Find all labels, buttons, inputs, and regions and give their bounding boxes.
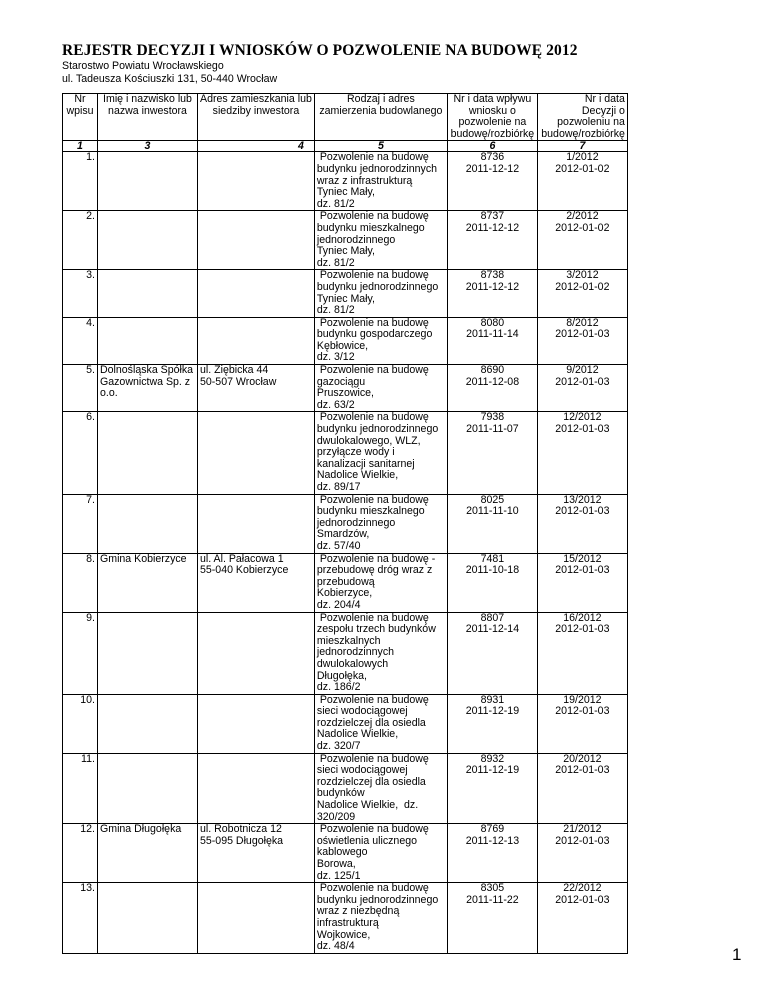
investor-address-cell bbox=[198, 883, 315, 954]
application-number: 8080 bbox=[480, 317, 505, 329]
project-line: kablowego bbox=[316, 846, 368, 859]
entry-number: 6. bbox=[86, 411, 95, 424]
register-body bbox=[63, 152, 628, 953]
project-cell bbox=[314, 412, 447, 494]
entry-number: 7. bbox=[86, 494, 95, 506]
entry-number-cell bbox=[63, 753, 98, 824]
investor-address-cell bbox=[198, 270, 315, 317]
header-address-line: siedziby inwestora bbox=[212, 104, 300, 117]
investor-address-cell bbox=[198, 494, 315, 553]
application-number: 8736 bbox=[480, 151, 505, 164]
project-line: budynku gospodarczego bbox=[316, 328, 433, 341]
project-line: przebudowę dróg wraz z bbox=[316, 564, 433, 577]
decision-number: 16/2012 bbox=[563, 612, 602, 624]
table-row bbox=[63, 883, 628, 954]
investor-cell bbox=[98, 211, 198, 270]
header-decision-line: pozwoleniu na bbox=[557, 116, 625, 129]
entry-number: 13. bbox=[80, 882, 95, 895]
project-line: Pruszowice, bbox=[316, 387, 374, 400]
project-line: Nadolice Wielkie, bbox=[316, 469, 399, 482]
project-line: Tyniec Mały, bbox=[316, 245, 375, 258]
decision-number: 15/2012 bbox=[563, 553, 602, 565]
entry-number-cell bbox=[63, 365, 98, 412]
header-address-line: Adres zamieszkania lub bbox=[200, 93, 312, 105]
investor-cell bbox=[98, 152, 198, 211]
decision-cell bbox=[537, 883, 627, 954]
project-line: oświetlenia ulicznego bbox=[316, 834, 418, 847]
application-date: 2011-12-14 bbox=[465, 623, 520, 636]
decision-cell bbox=[537, 694, 627, 753]
application-number: 8931 bbox=[480, 694, 505, 706]
decision-number: 20/2012 bbox=[563, 753, 602, 765]
project-line: jednorodzinnych bbox=[316, 646, 395, 659]
project-cell bbox=[314, 694, 447, 753]
entry-number: 1. bbox=[86, 151, 95, 164]
investor-address-cell bbox=[198, 553, 315, 612]
application-date: 2011-11-14 bbox=[466, 328, 519, 341]
application-date: 2011-12-12 bbox=[465, 162, 520, 175]
decision-number: 2/2012 bbox=[566, 210, 599, 223]
decision-number: 9/2012 bbox=[566, 364, 599, 377]
project-line: Wojkowice, bbox=[316, 928, 371, 941]
project-line: dz. 320/7 bbox=[316, 740, 361, 753]
project-line: dz. 3/12 bbox=[316, 351, 355, 364]
header-investor bbox=[98, 94, 198, 141]
investor-cell bbox=[98, 612, 198, 694]
project-cell bbox=[314, 365, 447, 412]
project-line: budynku mieszkalnego bbox=[316, 505, 425, 518]
project-line: dz. 89/17 bbox=[316, 481, 361, 493]
column-number-row bbox=[63, 141, 628, 152]
header-row bbox=[63, 94, 628, 141]
investor-cell bbox=[98, 365, 198, 412]
application-cell bbox=[447, 612, 537, 694]
decision-cell bbox=[537, 612, 627, 694]
project-line: dz. 57/40 bbox=[316, 539, 361, 552]
entry-number-cell bbox=[63, 694, 98, 753]
application-date: 2011-12-13 bbox=[465, 834, 520, 847]
investor-cell bbox=[98, 824, 198, 883]
investor-address-cell bbox=[198, 211, 315, 270]
application-date: 2011-12-12 bbox=[465, 221, 520, 234]
office-address: ul. Tadeusza Kościuszki 131, 50-440 Wrocław bbox=[62, 72, 278, 85]
project-line: sieci wodociągowej bbox=[316, 705, 408, 718]
project-line: Pozwolenie na budowę bbox=[316, 753, 429, 765]
investor-line: Gmina Długołęka bbox=[100, 823, 182, 836]
application-date: 2011-12-12 bbox=[465, 280, 520, 293]
header-nr-line: Nr bbox=[74, 93, 86, 105]
investor-address-cell bbox=[198, 152, 315, 211]
project-line: dz. 204/4 bbox=[316, 598, 361, 611]
investor-cell bbox=[98, 753, 198, 824]
project-line: rozdzielczej dla osiedla bbox=[316, 775, 426, 788]
project-line: Kobierzyce, bbox=[316, 587, 373, 600]
header-decision-line: Decyzji o bbox=[581, 104, 625, 117]
entry-number-cell bbox=[63, 824, 98, 883]
project-line: dz. 125/1 bbox=[316, 869, 361, 882]
project-line: Pozwolenie na budowę bbox=[316, 269, 429, 282]
project-line: dz. 63/2 bbox=[316, 398, 355, 411]
header-investor-line: Imię i nazwisko lub bbox=[103, 93, 192, 105]
decision-date: 2012-01-03 bbox=[555, 564, 610, 577]
address-line: ul. Ziębicka 44 bbox=[200, 364, 269, 377]
decision-date: 2012-01-03 bbox=[555, 328, 610, 341]
project-line: dz. 81/2 bbox=[316, 197, 355, 210]
project-cell bbox=[314, 211, 447, 270]
decision-date: 2012-01-02 bbox=[555, 162, 610, 175]
header-project bbox=[314, 94, 447, 141]
project-cell bbox=[314, 612, 447, 694]
header-project-line: zamierzenia budowlanego bbox=[319, 104, 443, 117]
project-line: Tyniec Mały, bbox=[316, 292, 375, 305]
project-line: Pozwolenie na budowę bbox=[316, 151, 429, 164]
investor-line: Gmina Kobierzyce bbox=[100, 553, 187, 565]
application-number: 8932 bbox=[480, 753, 505, 765]
investor-cell bbox=[98, 694, 198, 753]
project-line: Pozwolenie na budowę bbox=[316, 882, 429, 895]
application-date: 2011-12-19 bbox=[465, 705, 520, 718]
entry-number: 10. bbox=[80, 694, 95, 706]
entry-number: 12. bbox=[80, 823, 95, 836]
project-line: budynku jednorodzinnego bbox=[316, 423, 439, 436]
application-date: 2011-11-22 bbox=[466, 893, 519, 906]
project-line: Smardzów, bbox=[316, 528, 370, 541]
header-decision bbox=[537, 94, 627, 141]
document-header bbox=[62, 42, 742, 85]
decision-date: 2012-01-03 bbox=[555, 705, 610, 718]
decision-date: 2012-01-03 bbox=[555, 375, 610, 388]
column-number: 3 bbox=[98, 141, 198, 152]
project-line: Pozwolenie na budowę bbox=[316, 612, 429, 624]
project-line: Pozwolenie na budowę bbox=[316, 823, 429, 836]
document-title: REJESTR DECYZJI I WNIOSKÓW O POZWOLENIE NA BUDOWĘ 2012 bbox=[62, 42, 578, 59]
project-line: Nadolice Wielkie, bbox=[316, 728, 399, 741]
project-line: rozdzielczej dla osiedla bbox=[316, 716, 426, 729]
page-number: 1 bbox=[732, 945, 742, 964]
project-line: dz. 81/2 bbox=[316, 256, 355, 269]
project-cell bbox=[314, 270, 447, 317]
project-line: Pozwolenie na budowę - bbox=[316, 553, 436, 565]
project-line: mieszkalnych bbox=[316, 634, 381, 647]
project-line: dwulokalowego, WLZ, bbox=[316, 434, 421, 447]
project-line: Długołęka, bbox=[316, 669, 367, 682]
entry-number: 3. bbox=[86, 269, 95, 282]
entry-number-cell bbox=[63, 211, 98, 270]
address-line: ul. Al. Pałacowa 1 bbox=[200, 553, 284, 565]
application-cell bbox=[447, 365, 537, 412]
application-number: 8738 bbox=[480, 269, 505, 282]
application-cell bbox=[447, 883, 537, 954]
investor-cell bbox=[98, 883, 198, 954]
application-number: 8807 bbox=[480, 612, 505, 624]
application-number: 8737 bbox=[480, 210, 505, 223]
decision-cell bbox=[537, 152, 627, 211]
project-line: budynków bbox=[316, 787, 365, 800]
decision-date: 2012-01-03 bbox=[555, 623, 610, 636]
decision-number: 13/2012 bbox=[563, 494, 602, 506]
application-cell bbox=[447, 211, 537, 270]
application-number: 7481 bbox=[480, 553, 505, 565]
investor-cell bbox=[98, 317, 198, 364]
header-application-line: Nr i data wpływu bbox=[453, 93, 532, 105]
application-cell bbox=[447, 152, 537, 211]
project-line: dwulokalowych bbox=[316, 657, 389, 670]
decision-number: 19/2012 bbox=[563, 694, 602, 706]
header-application-line: pozwolenie na bbox=[458, 116, 527, 129]
decision-number: 1/2012 bbox=[566, 151, 599, 164]
column-number: 7 bbox=[537, 141, 627, 152]
table-row bbox=[63, 317, 628, 364]
application-cell bbox=[447, 553, 537, 612]
project-line: kanalizacji sanitarnej bbox=[316, 457, 415, 470]
entry-number-cell bbox=[63, 612, 98, 694]
project-cell bbox=[314, 824, 447, 883]
project-line: Kębłowice, bbox=[316, 339, 369, 352]
table-row bbox=[63, 494, 628, 553]
investor-cell bbox=[98, 553, 198, 612]
project-line: zespołu trzech budynków bbox=[316, 623, 436, 636]
entry-number-cell bbox=[63, 494, 98, 553]
application-date: 2011-12-19 bbox=[465, 764, 520, 777]
application-date: 2011-10-18 bbox=[465, 564, 520, 577]
investor-address-cell bbox=[198, 824, 315, 883]
address-line: 55-095 Długołęka bbox=[200, 834, 284, 847]
application-number: 8769 bbox=[480, 823, 505, 836]
header-investor-address bbox=[198, 94, 315, 141]
table-row bbox=[63, 412, 628, 494]
decision-date: 2012-01-03 bbox=[555, 834, 610, 847]
column-number: 4 bbox=[198, 141, 315, 152]
project-cell bbox=[314, 494, 447, 553]
entry-number: 2. bbox=[86, 210, 95, 223]
application-cell bbox=[447, 824, 537, 883]
decision-cell bbox=[537, 553, 627, 612]
column-number: 5 bbox=[314, 141, 447, 152]
project-line: sieci wodociągowej bbox=[316, 764, 408, 777]
decision-cell bbox=[537, 211, 627, 270]
project-line: budynku jednorodzinnego bbox=[316, 893, 439, 906]
decision-number: 22/2012 bbox=[563, 882, 602, 895]
column-number: 1 bbox=[63, 141, 98, 152]
entry-number-cell bbox=[63, 270, 98, 317]
project-line: przyłącze wody i bbox=[316, 446, 395, 459]
application-cell bbox=[447, 694, 537, 753]
header-application-line: budowę/rozbiórkę bbox=[450, 127, 535, 140]
register-table bbox=[62, 93, 628, 954]
application-date: 2011-11-10 bbox=[466, 505, 519, 518]
address-line: 55-040 Kobierzyce bbox=[200, 564, 289, 577]
decision-date: 2012-01-03 bbox=[555, 764, 610, 777]
header-nr-line: wpisu bbox=[66, 104, 94, 117]
decision-cell bbox=[537, 317, 627, 364]
table-row bbox=[63, 824, 628, 883]
project-cell bbox=[314, 152, 447, 211]
investor-line: Dolnośląska Spółka bbox=[100, 364, 194, 377]
project-line: Pozwolenie na budowę bbox=[316, 317, 429, 329]
investor-cell bbox=[98, 270, 198, 317]
address-line: 50-507 Wrocław bbox=[200, 375, 277, 388]
application-cell bbox=[447, 753, 537, 824]
decision-cell bbox=[537, 412, 627, 494]
decision-cell bbox=[537, 270, 627, 317]
header-application bbox=[447, 94, 537, 141]
project-cell bbox=[314, 753, 447, 824]
application-date: 2011-12-08 bbox=[465, 375, 520, 388]
project-line: budynku jednorodzinnych bbox=[316, 162, 438, 175]
decision-date: 2012-01-02 bbox=[555, 280, 610, 293]
entry-number: 9. bbox=[86, 612, 95, 624]
address-line: ul. Robotnicza 12 bbox=[200, 823, 282, 836]
investor-address-cell bbox=[198, 694, 315, 753]
project-line: przebudową bbox=[316, 575, 375, 588]
application-number: 7938 bbox=[480, 411, 505, 424]
application-number: 8690 bbox=[480, 364, 505, 377]
investor-line: Gazownictwa Sp. z bbox=[100, 375, 191, 388]
investor-address-cell bbox=[198, 612, 315, 694]
project-line: budynku mieszkalnego bbox=[316, 221, 425, 234]
application-cell bbox=[447, 270, 537, 317]
investor-address-cell bbox=[198, 412, 315, 494]
entry-number: 4. bbox=[86, 317, 95, 329]
entry-number-cell bbox=[63, 152, 98, 211]
project-line: Nadolice Wielkie, dz. bbox=[316, 799, 419, 812]
decision-date: 2012-01-03 bbox=[555, 505, 610, 518]
entry-number: 8. bbox=[86, 553, 95, 565]
decision-cell bbox=[537, 753, 627, 824]
project-line: Pozwolenie na budowę bbox=[316, 364, 429, 377]
project-cell bbox=[314, 883, 447, 954]
decision-date: 2012-01-03 bbox=[555, 893, 610, 906]
project-line: Pozwolenie na budowę bbox=[316, 694, 429, 706]
project-line: dz. 186/2 bbox=[316, 681, 361, 694]
project-line: wraz z infrastrukturą bbox=[316, 174, 413, 187]
project-cell bbox=[314, 553, 447, 612]
project-line: dz. 81/2 bbox=[316, 304, 355, 317]
project-line: jednorodzinnego bbox=[316, 516, 396, 529]
header-investor-line: nazwa inwestora bbox=[108, 104, 187, 117]
header-application-line: wniosku o bbox=[468, 104, 516, 117]
office-name: Starostwo Powiatu Wrocławskiego bbox=[62, 60, 224, 72]
investor-address-cell bbox=[198, 365, 315, 412]
decision-number: 8/2012 bbox=[566, 317, 599, 329]
investor-address-cell bbox=[198, 753, 315, 824]
table-row bbox=[63, 753, 628, 824]
project-line: dz. 48/4 bbox=[316, 940, 355, 953]
project-line: Pozwolenie na budowę bbox=[316, 210, 429, 223]
table-row bbox=[63, 694, 628, 753]
entry-number-cell bbox=[63, 553, 98, 612]
table-row bbox=[63, 553, 628, 612]
entry-number-cell bbox=[63, 883, 98, 954]
application-cell bbox=[447, 317, 537, 364]
project-line: Tyniec Mały, bbox=[316, 186, 375, 199]
decision-number: 12/2012 bbox=[563, 411, 602, 424]
decision-cell bbox=[537, 365, 627, 412]
entry-number-cell bbox=[63, 317, 98, 364]
application-cell bbox=[447, 412, 537, 494]
table-row bbox=[63, 152, 628, 211]
project-line: 320/209 bbox=[316, 810, 356, 823]
investor-cell bbox=[98, 494, 198, 553]
project-line: Pozwolenie na budowę bbox=[316, 494, 429, 506]
decision-cell bbox=[537, 494, 627, 553]
decision-cell bbox=[537, 824, 627, 883]
decision-date: 2012-01-03 bbox=[555, 423, 610, 436]
table-row bbox=[63, 270, 628, 317]
project-line: jednorodzinnego bbox=[316, 233, 396, 246]
application-date: 2011-11-07 bbox=[466, 423, 519, 436]
entry-number-cell bbox=[63, 412, 98, 494]
table-row bbox=[63, 365, 628, 412]
header-decision-line: budowę/rozbiórkę bbox=[541, 127, 625, 140]
project-cell bbox=[314, 317, 447, 364]
project-line: gazociągu bbox=[316, 375, 366, 388]
column-number: 6 bbox=[447, 141, 537, 152]
application-number: 8305 bbox=[480, 882, 505, 895]
project-line: infrastrukturą bbox=[316, 916, 379, 929]
investor-cell bbox=[98, 412, 198, 494]
application-cell bbox=[447, 494, 537, 553]
investor-line: o.o. bbox=[100, 387, 118, 400]
header-decision-line: Nr i data bbox=[584, 93, 625, 105]
entry-number: 5. bbox=[86, 364, 95, 377]
application-number: 8025 bbox=[480, 494, 505, 506]
project-line: Pozwolenie na budowę bbox=[316, 411, 429, 424]
project-line: Borowa, bbox=[316, 858, 356, 870]
investor-address-cell bbox=[198, 317, 315, 364]
header-project-line: Rodzaj i adres bbox=[347, 93, 415, 105]
table-row bbox=[63, 211, 628, 270]
table-row bbox=[63, 612, 628, 694]
project-line: budynku jednorodzinnego bbox=[316, 280, 439, 293]
header-nr bbox=[63, 94, 98, 141]
decision-number: 21/2012 bbox=[563, 823, 602, 836]
decision-date: 2012-01-02 bbox=[555, 221, 610, 234]
project-line: wraz z niezbędną bbox=[316, 905, 400, 918]
decision-number: 3/2012 bbox=[566, 269, 599, 282]
entry-number: 11. bbox=[81, 753, 95, 765]
